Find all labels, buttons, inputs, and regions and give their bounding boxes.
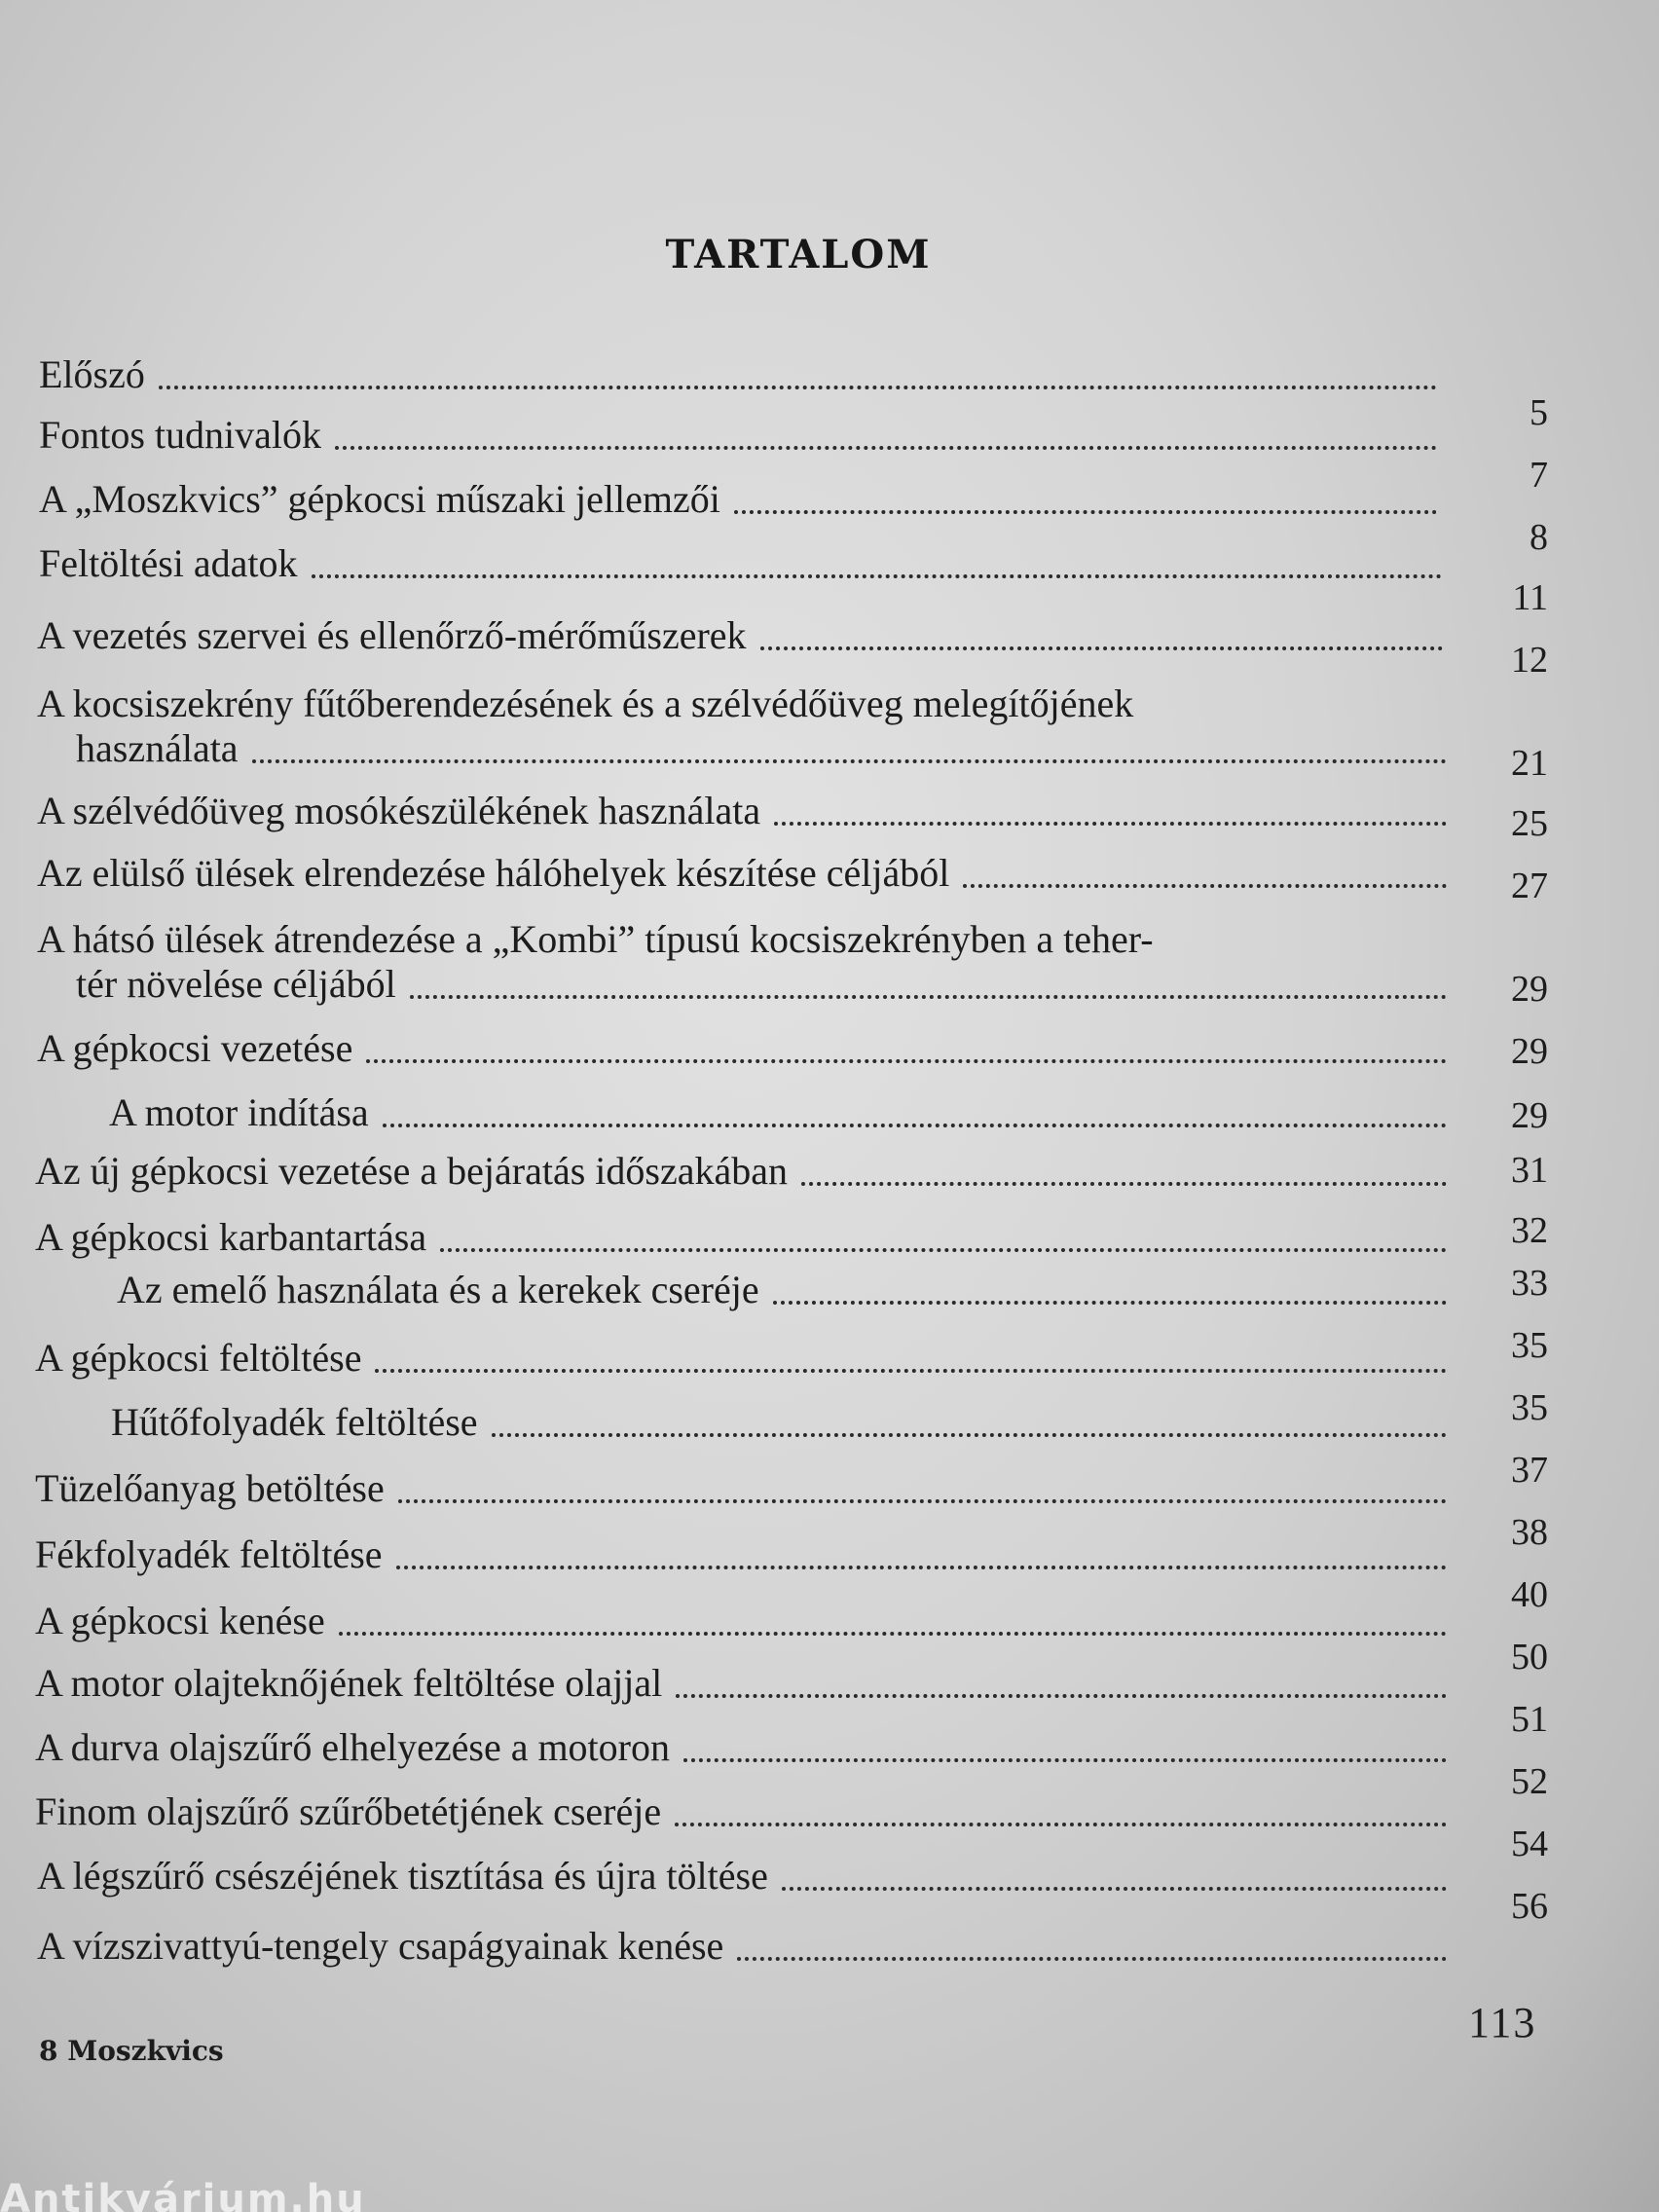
dot-leader [339,1632,1447,1636]
toc-entry [37,1924,1451,1969]
dot-leader [396,1566,1447,1569]
dot-leader [675,1823,1447,1826]
toc-page-number: 33 [1511,1263,1548,1304]
dot-leader [383,1124,1447,1127]
toc-entry-label: A vezetés szervei és ellenőrző-mérőműszerek [37,613,747,657]
dot-leader [440,1248,1447,1252]
toc-entry [37,789,1451,833]
toc-entry-label: Finom olajszűrő szűrőbetétjének cseréje [35,1789,662,1833]
toc-entry-label: Az elülső ülések elrendezése hálóhelyek készítése céljából [37,851,950,895]
toc-page-number: 8 [1530,517,1548,558]
toc-page-number: 56 [1511,1886,1548,1927]
toc-page-number: 11 [1512,577,1548,618]
toc-entry-label: A gépkocsi vezetése [37,1026,353,1070]
dot-leader [159,386,1437,389]
toc-page-number: 52 [1511,1761,1548,1802]
toc-entry [39,541,1446,586]
toc-entry [39,352,1441,397]
dot-leader [760,646,1443,650]
toc-entry-label: Előszó [39,352,145,396]
toc-entry-label: Feltöltési adatok [39,541,298,585]
toc-entry [35,1725,1451,1770]
dot-leader [683,1758,1447,1762]
toc-entry [35,1215,1451,1260]
dot-leader [801,1182,1447,1186]
toc-page-number: 27 [1511,866,1548,906]
toc-entry-label: A gépkocsi feltöltése [35,1336,362,1380]
toc-entry-label: A vízszivattyú-tengely csapágyainak kenése [37,1924,724,1968]
toc-entry [37,613,1447,658]
toc-entry-label: A szélvédőüveg mosókészülékének használata [37,789,761,832]
toc-page-number: 29 [1511,969,1548,1010]
toc-entry [37,917,1451,1007]
toc-page-number: 29 [1511,1095,1548,1136]
toc-entry [35,1661,1451,1706]
toc-entry-label: A gépkocsi kenése [35,1599,325,1642]
toc-page-number: 40 [1511,1574,1548,1615]
toc-entry-label: Fékfolyadék feltöltése [35,1532,383,1576]
toc-page-number: 25 [1511,803,1548,844]
toc-entry-label: Az új gépkocsi vezetése a bejáratás időszakában [35,1149,788,1193]
toc-entry-label: A motor indítása [109,1090,369,1134]
page-number: 113 [1468,1999,1537,2046]
toc-entry [37,682,1451,771]
dot-leader [252,759,1447,763]
toc-entry [39,477,1441,522]
watermark: Antikvárium.hu [0,2177,366,2212]
toc-page-number: 12 [1511,640,1548,681]
dot-leader [398,1499,1447,1503]
toc-page-number: 35 [1511,1325,1548,1366]
dot-leader [375,1369,1447,1373]
toc-entry-label: A „Moszkvics” gépkocsi műszaki jellemzői [39,477,720,521]
toc-entry [35,1336,1451,1381]
toc-entry [37,1026,1451,1071]
toc-page-number: 31 [1511,1150,1548,1191]
toc-page-number: 38 [1511,1512,1548,1553]
toc-page-number: 35 [1511,1387,1548,1428]
toc-page-number: 50 [1511,1637,1548,1677]
toc-entry-label: A durva olajszűrő elhelyezése a motoron [35,1725,670,1769]
dot-leader [773,1301,1447,1305]
toc-entry-label-continuation: használata [76,726,239,770]
toc-entry-label: A gépkocsi karbantartása [35,1215,427,1259]
dot-leader [492,1433,1447,1437]
toc-entry-sub [109,1090,1451,1135]
toc-entry [37,851,1451,896]
dot-leader [366,1059,1447,1063]
toc-entry [35,1789,1451,1834]
toc-page-number: 37 [1511,1450,1548,1491]
toc-entry [37,1854,1451,1899]
toc-entry-label: Hűtőfolyadék feltöltése [111,1400,478,1444]
toc-entry [35,1466,1451,1511]
dot-leader [737,1957,1447,1961]
toc-entry-label: A kocsiszekrény fűtőberendezésének és a szélvédőüveg melegítőjének [37,682,1134,725]
toc-entry-label: Fontos tudnivalók [39,413,322,457]
dot-leader [774,822,1447,826]
toc-page-number: 7 [1530,455,1548,496]
dot-leader [410,995,1447,999]
toc-entry [39,413,1441,458]
toc-page-number: 5 [1530,392,1548,433]
toc-entry [35,1532,1451,1577]
toc-entry-label: Tüzelőanyag betöltése [35,1466,385,1510]
toc-entry-sub [111,1400,1451,1445]
toc-page-number: 21 [1511,743,1548,784]
toc-page-number: 29 [1511,1031,1548,1072]
toc-entry-label: Az emelő használata és a kerekek cseréje [117,1268,759,1311]
toc-entry [35,1599,1451,1643]
toc-entry-label: A légszűrő csészéjének tisztítása és újra töltése [37,1854,768,1898]
toc-entry-label-continuation: tér növelése céljából [76,962,396,1006]
toc-page-number: 54 [1511,1824,1548,1864]
dot-leader [782,1887,1447,1891]
dot-leader [963,884,1447,888]
toc-entry-label: A motor olajteknőjének feltöltése olajjal [35,1661,663,1705]
toc-entry-label: A hátsó ülések átrendezése a „Kombi” típusú kocsiszekrényben a teher- [37,917,1154,961]
dot-leader [734,510,1437,514]
toc-page-number: 32 [1511,1210,1548,1251]
dot-leader [676,1694,1447,1698]
toc-page-number: 51 [1511,1699,1548,1740]
toc-entry [35,1149,1451,1194]
signature-mark: 8 Moszkvics [39,2035,224,2067]
dot-leader [335,446,1437,450]
page-title: TARTALOM [665,232,932,277]
toc-entry-sub [117,1268,1451,1312]
dot-leader [312,574,1442,578]
